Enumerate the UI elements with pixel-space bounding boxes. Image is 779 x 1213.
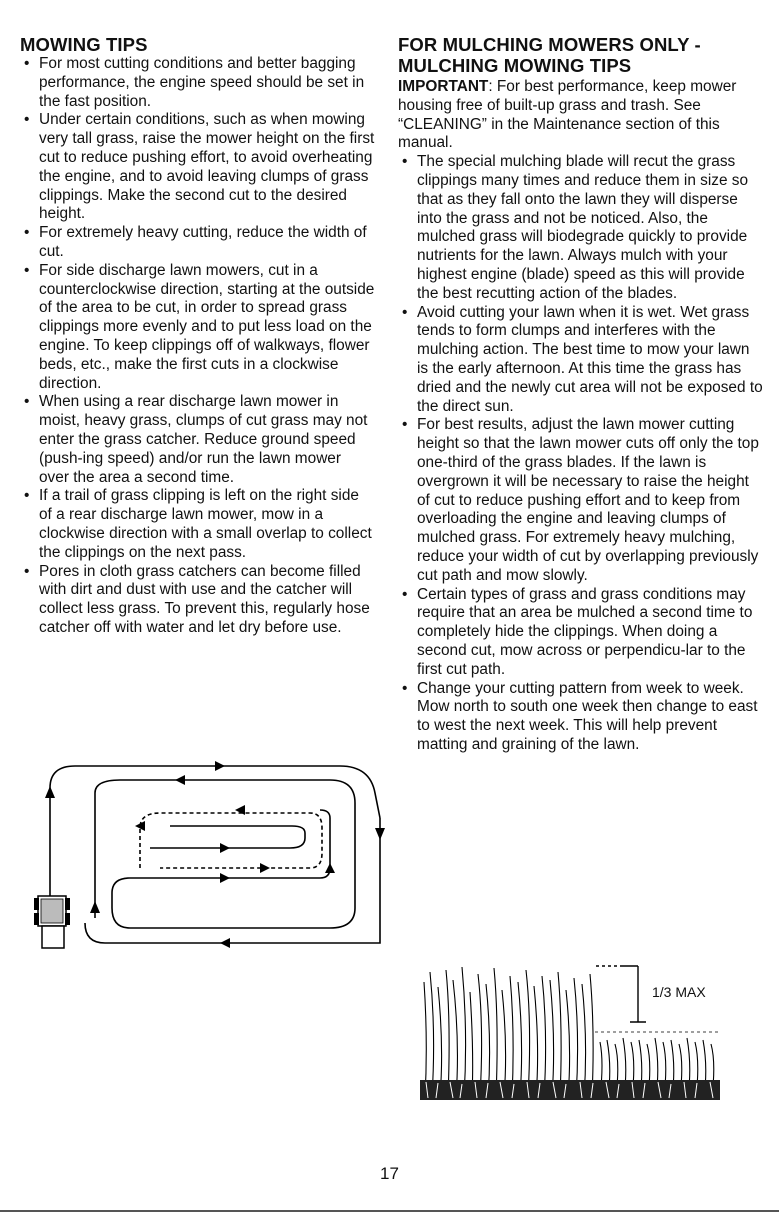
important-text: : For best performance, keep mower housing free of built-up grass and trash. See “CLEANING” in the Maintenance section of this manual.	[398, 78, 737, 152]
mowing-tips-column	[20, 34, 375, 638]
core-path-line	[150, 826, 305, 848]
grass-blades-illustration	[420, 962, 720, 1102]
list-item: • Avoid cutting your lawn when it is wet. Wet grass tends to form clumps and interferes with the mulching action. The best time to mow your lawn is the early afternoon. At this time the grass has dried and the newly cut area will not be exposed to the direct sun.	[398, 304, 763, 417]
mower-icon	[34, 896, 70, 948]
list-item: • For extremely heavy cutting, reduce the width of cut.	[20, 224, 375, 262]
important-note	[398, 78, 763, 153]
important-label: IMPORTANT	[398, 78, 489, 95]
one-third-max-label: 1/3 MAX	[652, 984, 706, 1000]
mulching-tips-list	[398, 153, 763, 755]
mulching-heading-line2: MULCHING MOWING TIPS	[398, 55, 632, 76]
bottom-rule	[0, 1210, 779, 1212]
center-path-line	[140, 813, 322, 868]
list-item: • If a trail of grass clipping is left on the right side of a rear discharge lawn mower, mow in a clockwise direction with a small overlap to collect the clippings on the next pass.	[20, 487, 375, 562]
mulching-tips-column	[398, 34, 763, 755]
list-item: • Pores in cloth grass catchers can become filled with dirt and dust with use and the catcher will collect less grass. To prevent this, regularly hose catcher off with water and let dry before use.	[20, 563, 375, 638]
mowing-pattern-diagram	[30, 758, 390, 958]
grass-height-diagram	[420, 962, 720, 1102]
list-item: • When using a rear discharge lawn mower in moist, heavy grass, clumps of cut grass may not enter the grass catcher. Reduce ground speed (push-ing speed) and/or run the lawn mower over the area a second time.	[20, 393, 375, 487]
outer-path-bottom	[85, 818, 380, 943]
mowing-tips-heading: MOWING TIPS	[20, 34, 148, 55]
list-item: • Change your cutting pattern from week to week. Mow north to south one week then change to east to west the next week. This will help prevent matting and graining of the lawn.	[398, 680, 763, 755]
list-item: • Under certain conditions, such as when mowing very tall grass, raise the mower height on the first cut to reduce pushing effort, to avoid overheating the engine, and to avoid leaving clumps of grass clippings. Make the second cut to the desired height.	[20, 111, 375, 224]
mulching-heading-line1: FOR MULCHING MOWERS ONLY -	[398, 34, 701, 55]
list-item: • The special mulching blade will recut the grass clippings many times and reduce them in size so that as they fall onto the lawn they will disperse into the grass and not be noticed. Also, the mulched grass will biodegrade quickly to provide nutrients for the lawn. Always mulch with your highest engine (blade) speed as this will provide the best recutting action of the blades.	[398, 153, 763, 303]
list-item: • For side discharge lawn mowers, cut in a counterclockwise direction, starting at the outside of the area to be cut, in order to spread grass clippings more evenly and to put less load on the engine. To keep clippings off of walkways, flower beds, etc., make the first cuts in a clockwise direction.	[20, 262, 375, 394]
list-item: • For most cutting conditions and better bagging performance, the engine speed should be set in the fast position.	[20, 55, 375, 111]
page-number: 17	[380, 1164, 399, 1183]
height-marker-bracket	[596, 966, 646, 1022]
inner-path-line	[95, 780, 355, 928]
list-item: • Certain types of grass and grass conditions may require that an area be mulched a second time to completely hide the clippings. When doing a second cut, mow across or perpendicu-lar to the first cut path.	[398, 586, 763, 680]
mowing-tips-list	[20, 55, 375, 638]
list-item: • For best results, adjust the lawn mower cutting height so that the lawn mower cuts off only the top one-third of the grass blades. If the lawn is overgrown it will be necessary to raise the height of cut to reduce pushing effort and to keep from overloading the engine and leaving clumps of mulched grass. For extremely heavy mulching, reduce your width of cut by overlapping previously cut path and mow slowly.	[398, 416, 763, 585]
